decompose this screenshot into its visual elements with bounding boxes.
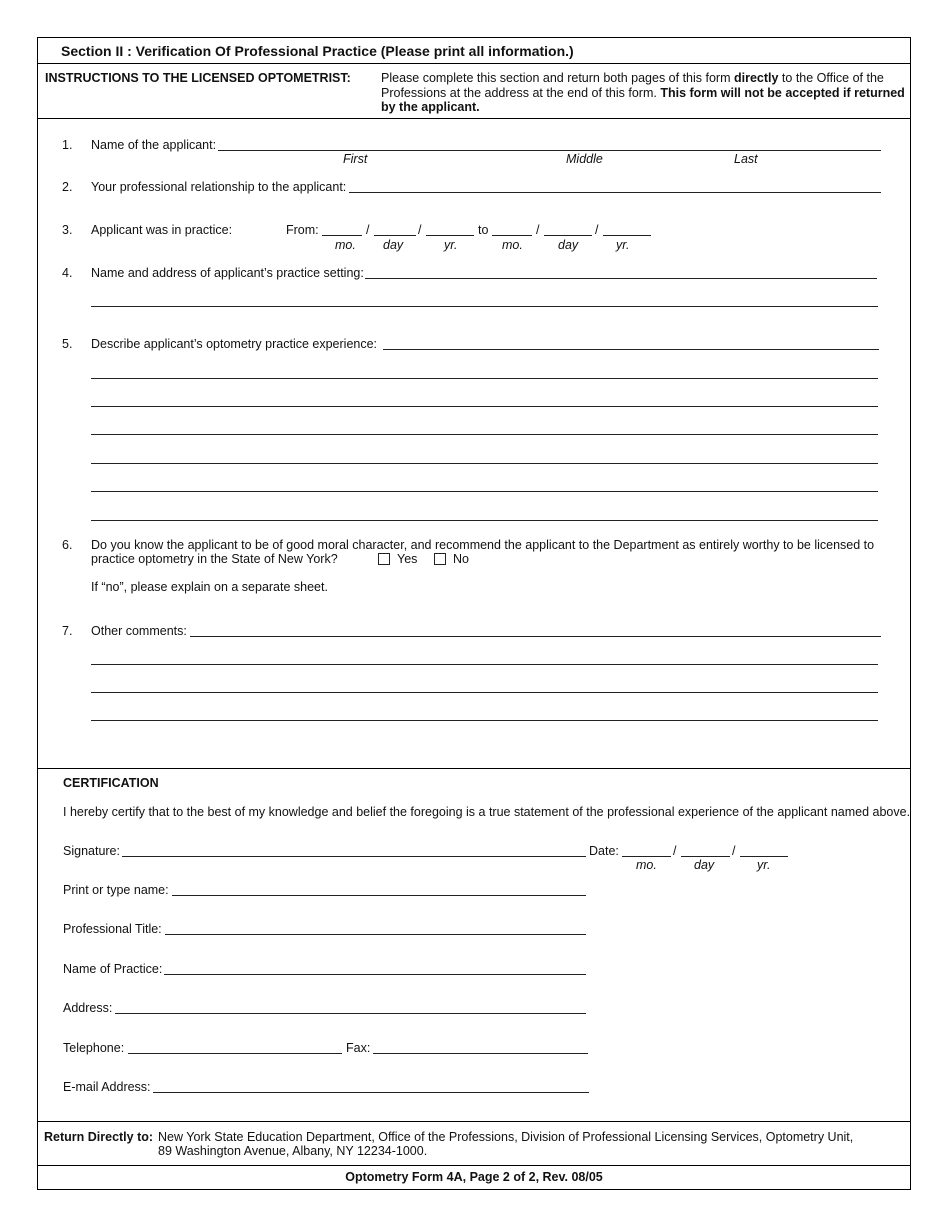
cert-date-year-field[interactable]: [740, 856, 788, 857]
last-name-caption: Last: [734, 152, 758, 166]
from-year-field[interactable]: [426, 235, 474, 236]
divider: [37, 768, 911, 769]
no-label: No: [453, 552, 469, 566]
experience-field-line[interactable]: [91, 463, 878, 464]
address-label: Address:: [63, 1001, 113, 1015]
caption-yr: yr.: [444, 238, 458, 252]
practice-name-field[interactable]: [164, 974, 586, 975]
divider: [37, 1165, 911, 1166]
caption-mo: mo.: [502, 238, 523, 252]
q3-label: Applicant was in practice:: [91, 223, 233, 237]
q6-line-1: Do you know the applicant to be of good moral character, and recommend the applicant to the Department as entirely worthy to be licensed to: [91, 538, 875, 552]
return-address-line-2: 89 Washington Avenue, Albany, NY 12234-1000.: [158, 1144, 428, 1158]
telephone-field[interactable]: [128, 1053, 342, 1054]
comments-field-line[interactable]: [91, 720, 878, 721]
from-month-field[interactable]: [322, 235, 362, 236]
q3-number: 3.: [62, 223, 73, 237]
relationship-field[interactable]: [349, 192, 881, 193]
to-day-field[interactable]: [544, 235, 592, 236]
email-label: E-mail Address:: [63, 1080, 151, 1094]
practice-name-label: Name of Practice:: [63, 962, 163, 976]
cert-date-day-field[interactable]: [681, 856, 730, 857]
instructions-line-3: by the applicant.: [381, 100, 480, 114]
print-name-field[interactable]: [172, 895, 586, 896]
section-title: Section II : Verification Of Professional Practice (Please print all information.): [61, 43, 574, 59]
date-slash: /: [595, 223, 599, 237]
experience-field-line[interactable]: [91, 406, 878, 407]
divider: [37, 63, 911, 64]
divider: [37, 1121, 911, 1122]
signature-field[interactable]: [122, 856, 586, 857]
q2-label: Your professional relationship to the applicant:: [91, 180, 347, 194]
practice-setting-field[interactable]: [365, 278, 877, 279]
fax-label: Fax:: [346, 1041, 371, 1055]
caption-day: day: [383, 238, 404, 252]
caption-mo: mo.: [335, 238, 356, 252]
q6-note: If “no”, please explain on a separate sheet.: [91, 580, 328, 594]
q1-label: Name of the applicant:: [91, 138, 217, 152]
caption-day: day: [558, 238, 579, 252]
date-slash: /: [536, 223, 540, 237]
q7-label: Other comments:: [91, 624, 187, 638]
first-name-caption: First: [343, 152, 368, 166]
q1-number: 1.: [62, 138, 73, 152]
email-field[interactable]: [153, 1092, 589, 1093]
date-slash: /: [418, 223, 422, 237]
q4-number: 4.: [62, 266, 73, 280]
comments-field[interactable]: [190, 636, 881, 637]
instructions-line-2: Professions at the address at the end of this form. This form will not be accepted if returned: [381, 86, 905, 100]
return-address-line-1: New York State Education Department, Office of the Professions, Division of Professional Licensing Services, Optometry Unit,: [158, 1130, 854, 1144]
q2-number: 2.: [62, 180, 73, 194]
experience-field-line[interactable]: [91, 491, 878, 492]
yes-checkbox[interactable]: [378, 553, 390, 565]
date-slash: /: [732, 844, 736, 858]
certification-statement: I hereby certify that to the best of my knowledge and belief the foregoing is a true statement of the professional experience of the applicant named above.: [63, 805, 911, 819]
instructions-heading: INSTRUCTIONS TO THE LICENSED OPTOMETRIST:: [45, 71, 351, 85]
experience-field-line[interactable]: [91, 520, 878, 521]
date-label: Date:: [589, 844, 619, 858]
yes-label: Yes: [397, 552, 418, 566]
q5-label: Describe applicant’s optometry practice experience:: [91, 337, 378, 351]
caption-yr: yr.: [616, 238, 630, 252]
date-slash: /: [673, 844, 677, 858]
from-label: From:: [286, 223, 319, 237]
to-label: to: [478, 223, 489, 237]
q4-label: Name and address of applicant’s practice setting:: [91, 266, 364, 280]
experience-field-line[interactable]: [91, 434, 878, 435]
professional-title-field[interactable]: [165, 934, 586, 935]
certification-heading: CERTIFICATION: [63, 776, 159, 790]
caption-yr: yr.: [757, 858, 771, 872]
caption-day: day: [694, 858, 715, 872]
fax-field[interactable]: [373, 1053, 588, 1054]
return-label: Return Directly to:: [44, 1130, 154, 1144]
q7-number: 7.: [62, 624, 73, 638]
caption-mo: mo.: [636, 858, 657, 872]
q6-number: 6.: [62, 538, 73, 552]
q6-line-2: practice optometry in the State of New York?: [91, 552, 338, 566]
experience-field[interactable]: [383, 349, 879, 350]
signature-label: Signature:: [63, 844, 120, 858]
form-footer: Optometry Form 4A, Page 2 of 2, Rev. 08/05: [345, 1170, 603, 1184]
practice-setting-field-line[interactable]: [91, 306, 878, 307]
cert-date-month-field[interactable]: [622, 856, 671, 857]
comments-field-line[interactable]: [91, 692, 878, 693]
form-frame: [37, 37, 911, 1190]
experience-field-line[interactable]: [91, 378, 878, 379]
applicant-name-field[interactable]: [218, 150, 881, 151]
date-slash: /: [366, 223, 370, 237]
telephone-label: Telephone:: [63, 1041, 125, 1055]
to-month-field[interactable]: [492, 235, 532, 236]
q5-number: 5.: [62, 337, 73, 351]
comments-field-line[interactable]: [91, 664, 878, 665]
address-field[interactable]: [115, 1013, 586, 1014]
professional-title-label: Professional Title:: [63, 922, 162, 936]
no-checkbox[interactable]: [434, 553, 446, 565]
to-year-field[interactable]: [603, 235, 651, 236]
middle-name-caption: Middle: [566, 152, 603, 166]
print-name-label: Print or type name:: [63, 883, 169, 897]
divider: [37, 118, 911, 119]
instructions-line-1: Please complete this section and return both pages of this form directly to the Office of the: [381, 71, 884, 85]
from-day-field[interactable]: [374, 235, 416, 236]
